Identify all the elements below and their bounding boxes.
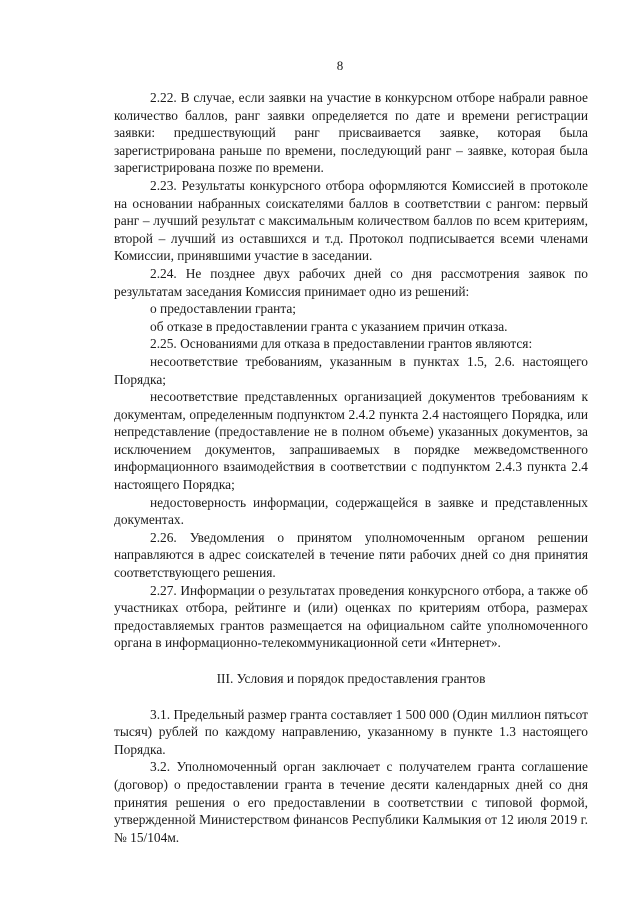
paragraph-3-1: 3.1. Предельный размер гранта составляет 1 500 000 (Один миллион пятьсот тысяч) рублей по каждому направлению, указанному в пункте 1.3 настоящего Порядка. [114,706,588,757]
refusal-ground-2: несоответствие представленных организацией документов требованиям к документам, определенным подпунктом 2.4.2 пункта 2.4 настоящего Порядка, или непредставление (предоставление не в полном объеме) указанных документов, за исключением документов, запрашиваемых в порядке межведомственного информационного взаимодействия в соответствии с подпунктом 2.4.3 пункта 2.4 настоящего Порядка; [114,389,588,493]
section-heading: III. Условия и порядок предоставления грантов [216,671,486,686]
decision-option-refusal: об отказе в предоставлении гранта с указанием причин отказа. [150,318,508,334]
document-body [114,89,588,846]
decision-option-grant: о предоставлении гранта; [150,301,297,317]
paragraph-2-23: 2.23. Результаты конкурсного отбора оформляются Комиссией в протоколе на основании набранных соискателями баллов в соответствии с рангом: первый ранг – лучший результат с максимальным количеством баллов по всем критериям, второй – лучший из оставшихся и т.д. Протокол подписывается всеми членами Комиссии, принявшими участие в заседании. [114,177,588,264]
refusal-ground-1: несоответствие требованиям, указанным в пунктах 1.5, 2.6. настоящего Порядка; [114,353,588,387]
paragraph-2-26: 2.26. Уведомления о принятом уполномоченным органом решении направляются в адрес соискателей в течение пяти рабочих дней со дня принятия соответствующего решения. [114,529,588,581]
paragraph-2-22: 2.22. В случае, если заявки на участие в конкурсном отборе набрали равное количество баллов, ранг заявки определяется по дате и времени регистрации заявки: предшествующий ранг присваивается заявке, которая была зарегистрирована раньше по времени, последующий ранг – заявке, которая была зарегистрирована позже по времени. [114,90,588,176]
paragraph-2-24: 2.24. Не позднее двух рабочих дней со дня рассмотрения заявок по результатам заседания Комиссия принимает одно из решений: [114,265,588,299]
refusal-ground-3: недостоверность информации, содержащейся в заявке и представленных документах. [114,494,588,528]
paragraph-2-27: 2.27. Информации о результатах проведения конкурсного отбора, а также об участниках отбора, рейтинге и (или) оценках по критериям отбора, размерах предоставляемых грантов размещается на официальном сайте уполномоченного органа в информационно-телекоммуникационной сети «Интернет». [114,582,588,651]
paragraph-2-25: 2.25. Основаниями для отказа в предоставлении грантов являются: [150,336,533,352]
paragraph-3-2: 3.2. Уполномоченный орган заключает с получателем гранта соглашение (договор) о предоставлении гранта в течение десяти календарных дней со дня принятия решения о его предоставлении в соответствии с типовой формой, утвержденной Министерством финансов Республики Калмыкия от 12 июля 2019 г. № 15/104м. [114,759,588,845]
page-number: 8 [336,58,344,73]
